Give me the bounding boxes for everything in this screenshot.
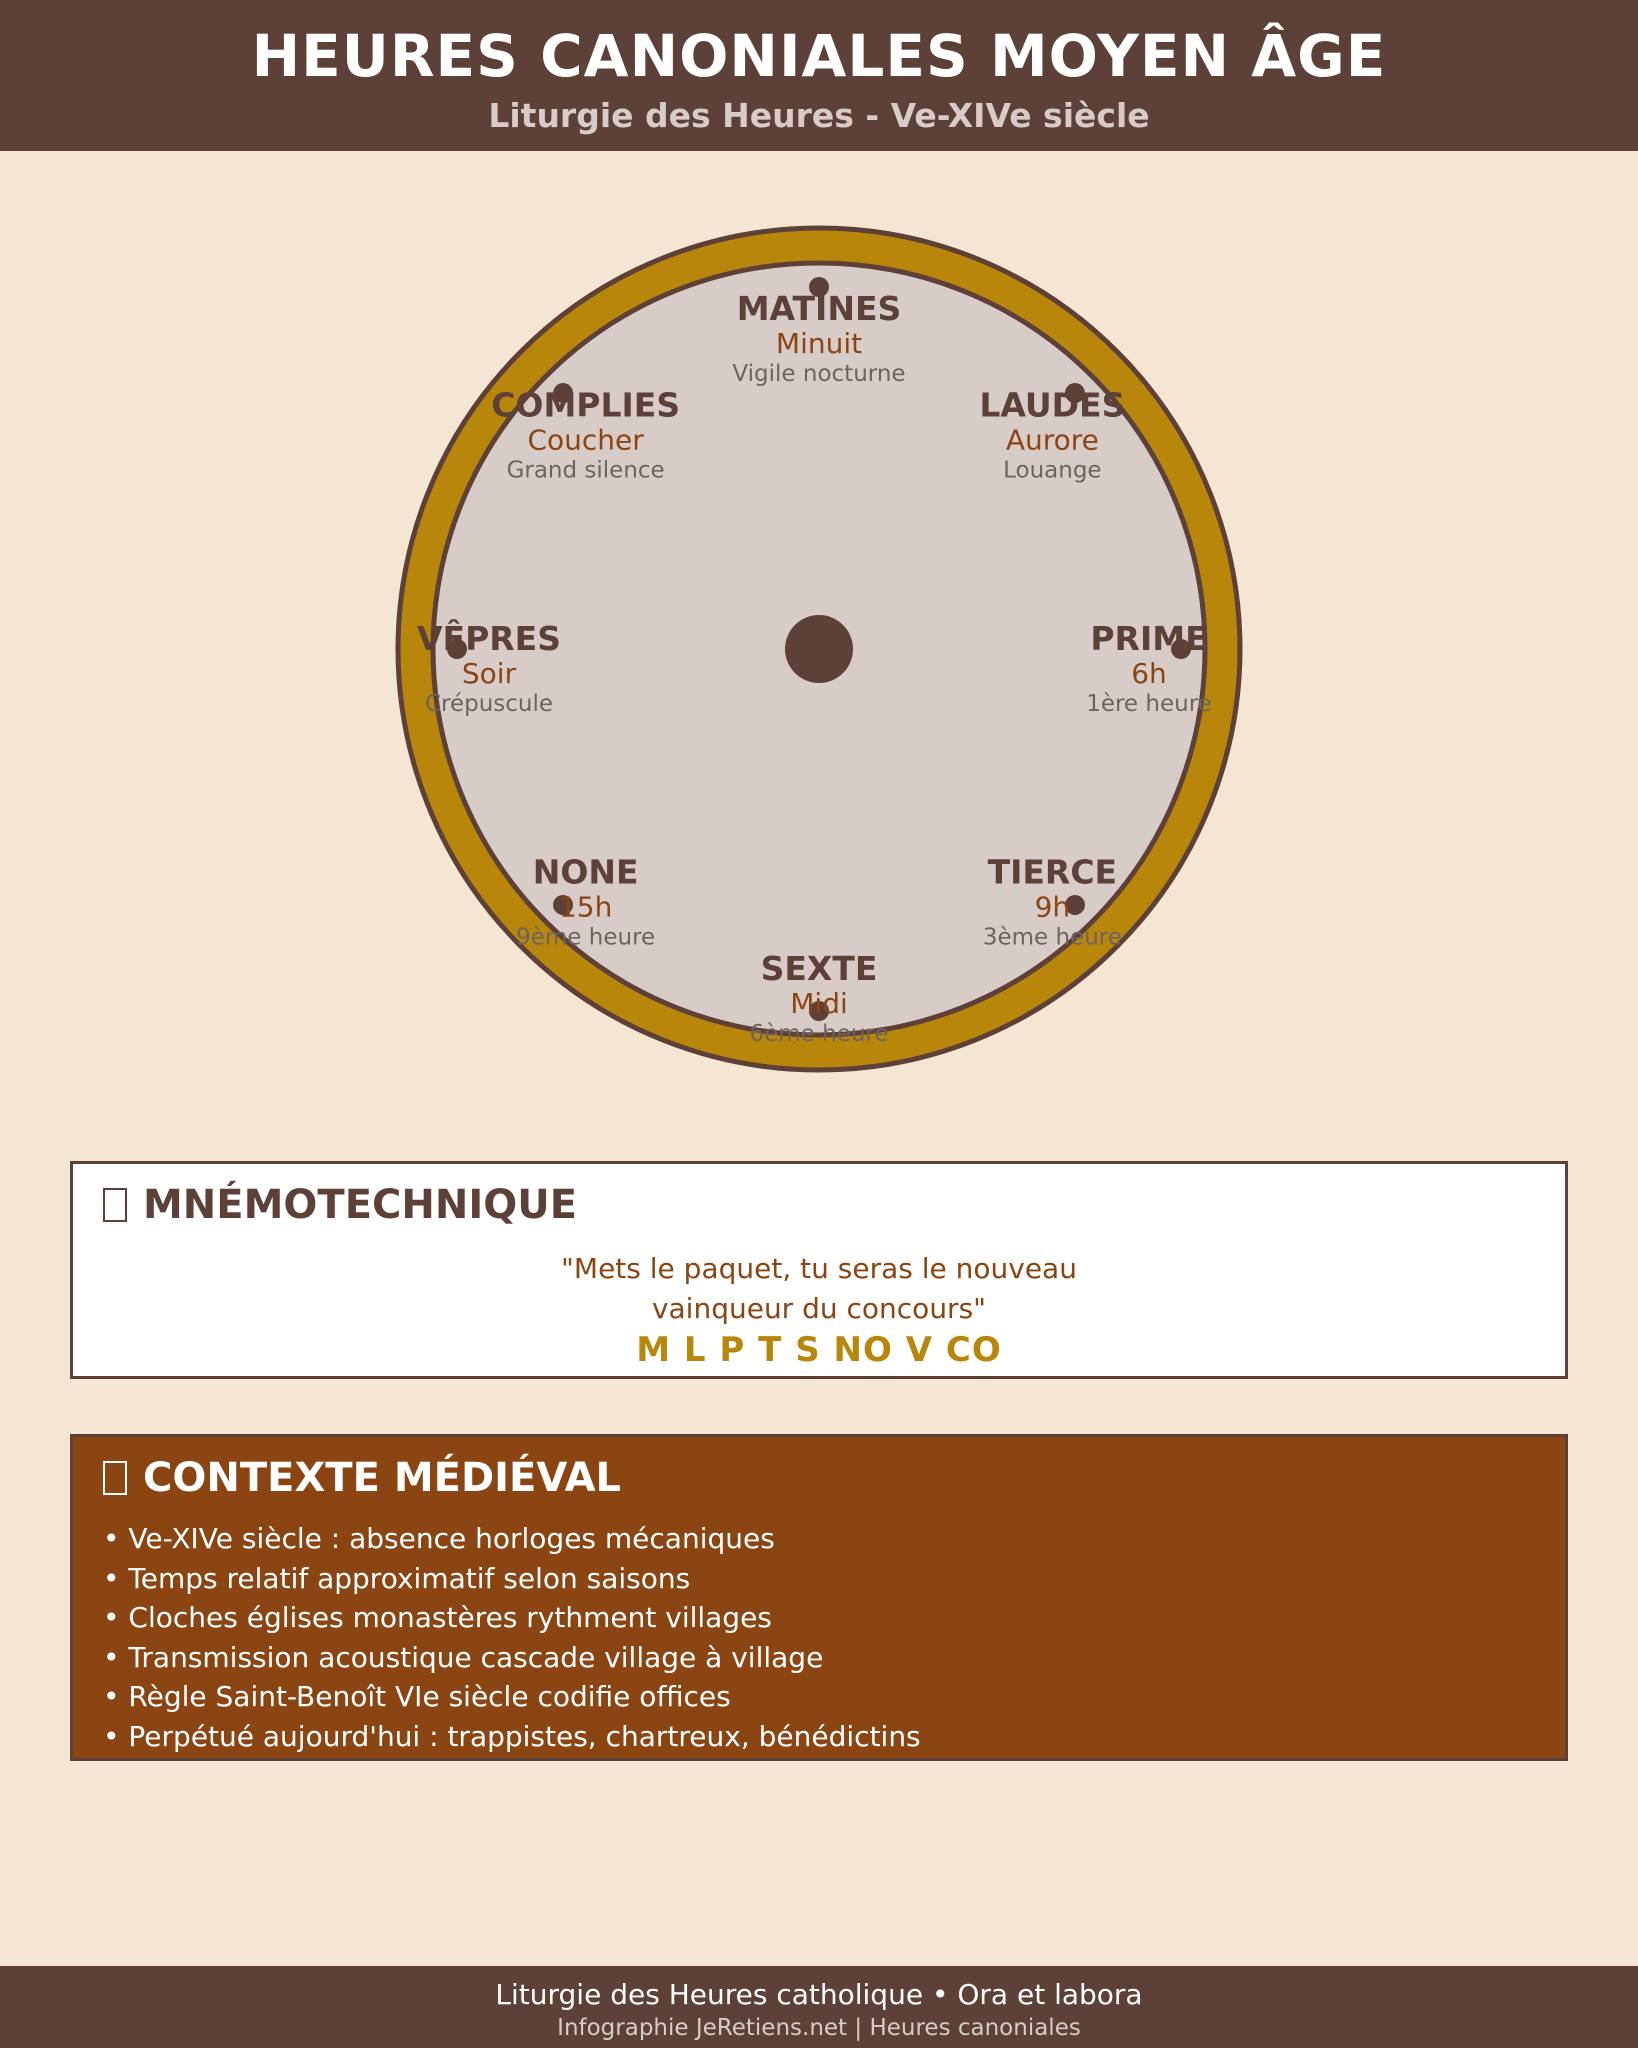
page-subtitle: Liturgie des Heures - Ve-XIVe siècle (488, 96, 1150, 135)
mnemonic-quote (73, 1249, 1565, 1329)
hour-time: 9h (1034, 890, 1071, 924)
hour-name: SEXTE (760, 949, 878, 988)
hour-name: LAUDES (979, 385, 1126, 425)
hour-name: TIERCE (987, 852, 1118, 892)
hour-time: Minuit (775, 327, 863, 360)
hour-name: COMPLIES (491, 385, 681, 425)
header (0, 0, 1638, 151)
memo-icon (103, 1188, 127, 1222)
hour-name: MATINES (736, 289, 902, 328)
mnemonic-quote-line-1: "Mets le paquet, tu seras le nouveau (561, 1252, 1077, 1285)
hour-description: 1ère heure (1086, 691, 1212, 717)
list-item: • Ve-XIVe siècle : absence horloges mécaniques (103, 1522, 775, 1555)
mnemonic-quote-line-2: vainqueur du concours" (651, 1292, 987, 1325)
page-title: HEURES CANONIALES MOYEN ÂGE (251, 22, 1387, 90)
list-item: • Règle Saint-Benoît VIe siècle codifie offices (103, 1680, 731, 1713)
hour-time: Aurore (1005, 423, 1099, 457)
hour-time: Soir (461, 657, 517, 690)
canonical-hours-dial (0, 151, 1638, 1101)
footer-line-1: Liturgie des Heures catholique • Ora et labora (495, 1978, 1143, 2011)
list-item: • Temps relatif approximatif selon saisons (103, 1561, 691, 1595)
hour-description: 3ème heure (982, 924, 1122, 951)
mnemonic-letters: M L P T S NO V CO (636, 1330, 1002, 1370)
context-title-text: CONTEXTE MÉDIÉVAL (143, 1455, 622, 1501)
hour-description: Vigile nocturne (732, 361, 906, 387)
list-item: • Cloches églises monastères rythment villages (103, 1601, 772, 1634)
list-item: • Transmission acoustique cascade village à village (103, 1640, 824, 1674)
hour-time: Midi (790, 987, 848, 1020)
hour-description: 6ème heure (749, 1021, 889, 1047)
church-icon (103, 1461, 127, 1495)
hour-name: PRIME (1090, 619, 1208, 658)
list-item: • Perpétué aujourd'hui : trappistes, chartreux, bénédictins (103, 1719, 921, 1753)
footer (0, 1966, 1638, 2048)
mnemonic-title-text: MNÉMOTECHNIQUE (143, 1182, 578, 1228)
hour-time: 15h (558, 890, 613, 924)
hour-description: Louange (1003, 457, 1102, 484)
hour-time: 6h (1131, 657, 1167, 690)
hour-name: NONE (532, 852, 639, 892)
footer-credit: Infographie JeRetiens.net | Heures canoniales (557, 2015, 1081, 2041)
mnemonic-title (103, 1182, 577, 1228)
context-list (103, 1519, 921, 1756)
mnemonic-box (70, 1161, 1568, 1379)
hour-description: Crépuscule (424, 691, 554, 717)
context-title (103, 1455, 621, 1501)
hour-description: 9ème heure (516, 924, 656, 951)
dial-center-hub (785, 615, 853, 683)
hour-time: Coucher (527, 423, 644, 457)
hour-name: VÊPRES (417, 619, 561, 658)
hour-description: Grand silence (506, 457, 665, 484)
context-box (70, 1434, 1568, 1761)
